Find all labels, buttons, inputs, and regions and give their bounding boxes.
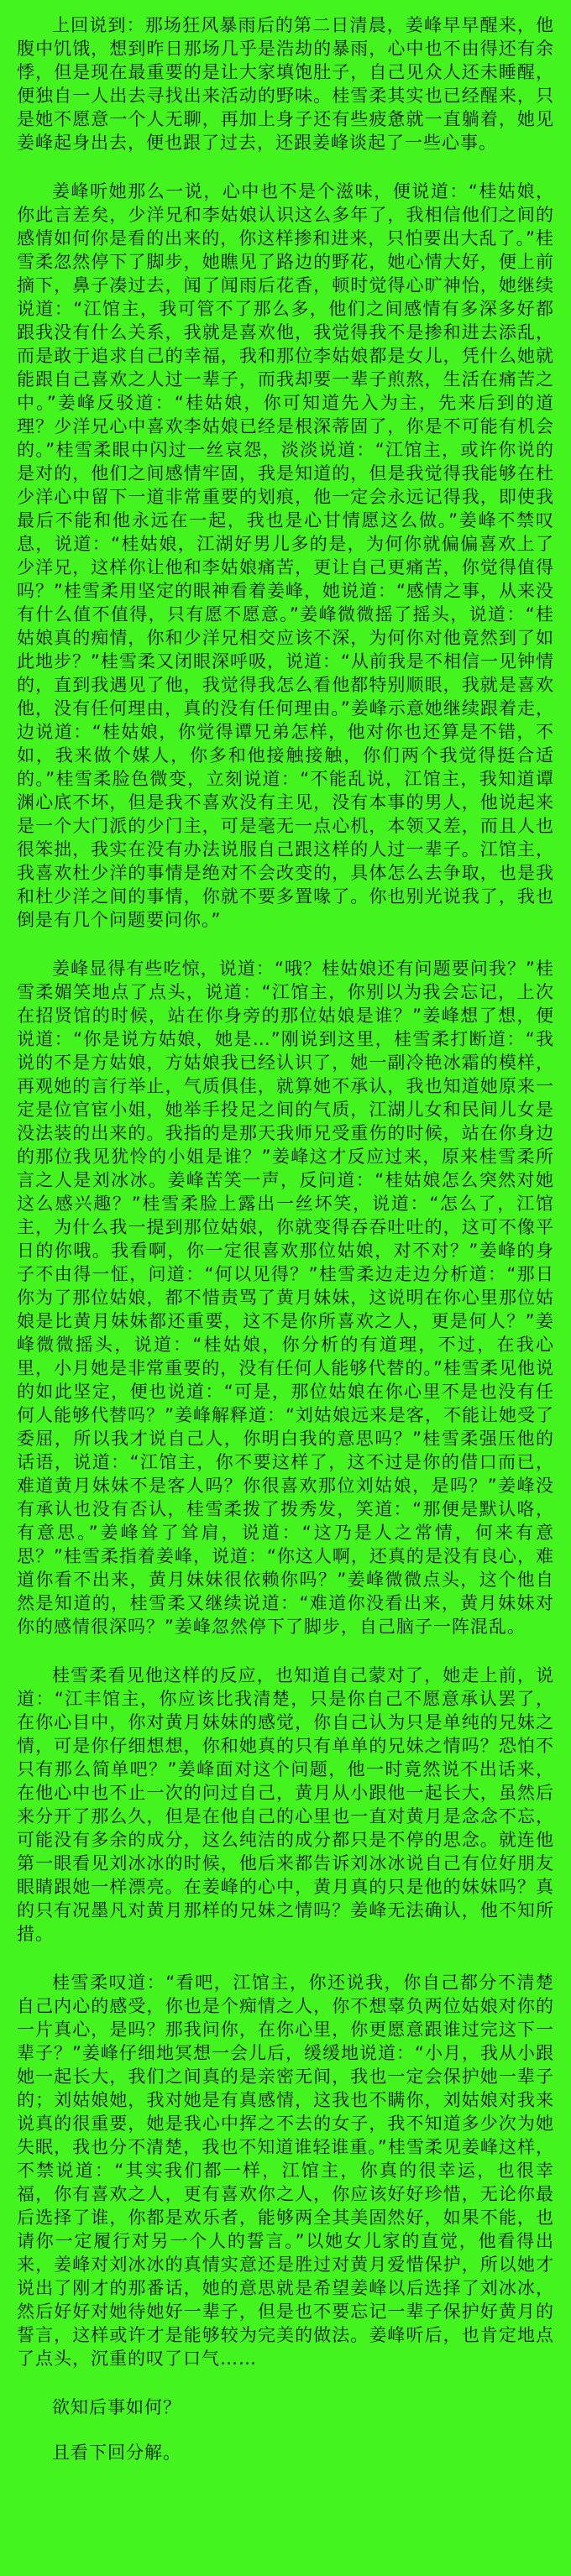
ending-question: 欲知后事如何？: [52, 2397, 181, 2417]
story-paragraph: 桂雪柔看见他这样的反应，也知道自己蒙对了，她走上前，说道：“江丰馆主，你应该比我清楚，只是你自己不愿意承认罢了，在你心目中，你对黄月妹妹的感觉，你自己认为只是单纯的兄妹之情，可是你仔细想想，你和她真的只有单单的兄妹之情吗？恐怕不只有那么简单吧？”姜峰面对这个问题，他一时竟然说不出话来，在他心中也不止一次的问过自己，黄月从小跟他一起长大，虽然后来分开了那么久，但是在他自己的心里也一直对黄月是念念不忘，可能没有多余的成分，这么纯洁的成分都只是不停的思念。就连他第一眼看见刘冰冰的时候，他后来都告诉刘冰冰说自己有位好朋友眼睛跟她一样漂亮。在姜峰的心中，黄月真的只是他的妹妹吗？真的只有况墨凡对黄月那样的兄妹之情吗？姜峰无法确认，他不知所措。: [17, 1665, 554, 1944]
ending-note: 且看下回分解。: [52, 2443, 181, 2463]
story-paragraph: 姜峰听她那么一说，心中也不是个滋味，便说道：“桂姑娘，你此言差矣，少洋兄和李姑娘认识这么多年了，我相信他们之间的感情如何你是看的出来的，你这样掺和进来，只怕要出大乱了。”桂雪柔忽然停下了脚步，她瞧见了路边的野花，她心情大好，便上前摘下，鼻子凑过去，闻了闻雨后花香，顿时觉得心旷神怡，她继续说道：“江馆主，我可管不了那么多，他们之间感情有多深多好都跟我没有什么关系，我就是喜欢他，我觉得我不是掺和进去添乱，而是敢于追求自己的幸福，我和那位李姑娘都是女儿，凭什么她就能跟自己喜欢之人过一辈子，而我却要一辈子煎熬，生活在痛苦之中。”姜峰反驳道：“桂姑娘，你可知道先入为主，先来后到的道理？少洋兄心中喜欢李姑娘已经是根深蒂固了，你是不可能有机会的。”桂雪柔眼中闪过一丝哀怨，淡淡说道：“江馆主，或许你说的是对的，他们之间感情牢固，我是知道的，但是我觉得我能够在杜少洋心中留下一道非常重要的划痕，他一定会永远记得我，即使我最后不能和他永远在一起，我也是心甘情愿这么做。”姜峰不禁叹息，说道：“桂姑娘，江湖好男儿多的是，为何你就偏偏喜欢上了少洋兄，这样你让他和李姑娘痛苦，更让自己更痛苦，你觉得值得吗？”桂雪柔用坚定的眼神看着姜峰，她说道：“感情之事，从来没有什么值不值得，只有愿不愿意。”姜峰微微摇了摇头，说道：“桂姑娘真的痴情，你和少洋兄相交应该不深，为何你对他竟然到了如此地步？”桂雪柔又闭眼深呼吸，说道：“从前我是不相信一见钟情的，直到我遇见了他，我觉得我怎么看他都特别顺眼，我就是喜欢他，没有任何理由，真的没有任何理由。”姜峰示意她继续跟着走，边说道：“桂姑娘，你觉得谭兄弟怎样，他对你也还算是不错，不如，我来做个媒人，你多和他接触接触，你们两个我觉得挺合适的。”桂雪柔脸色微变，立刻说道：“不能乱说，江馆主，我知道谭渊心底不坏，但是我不喜欢没有主见，没有本事的男人，他说起来是一个大门派的少门主，可是毫无一点心机，本领又差，而且人也很笨拙，我实在没有办法说服自己跟这样的人过一辈子。江馆主，我喜欢杜少洋的事情是绝对不会改变的，具体怎么去争取，也是我和杜少洋之间的事情，你就不要多置喙了。你也别光说我了，我也倒是有几个问题要问你。”: [17, 181, 554, 930]
story-paragraph: 上回说到：那场狂风暴雨后的第二日清晨，姜峰早早醒来，他腹中饥饿，想到昨日那场几乎是浩劫的暴雨，心中也不由得还有余悸，但是现在最重要的是让大家填饱肚子，自己见众人还未睡醒，便独自一人出去寻找出来活动的野味。桂雪柔其实也已经醒来，只是她不愿意一个人无聊，再加上身子还有些疲惫就一直躺着，她见姜峰起身出去，便也跟了过去，还跟姜峰谈起了一些心事。: [17, 15, 554, 153]
story-paragraph: 姜峰显得有些吃惊，说道：“哦？桂姑娘还有问题要问我？”桂雪柔媚笑地点了点头，说道：“江馆主，你别以为我会忘记，上次在招贤馆的时候，站在你身旁的那位姑娘是谁？”姜峰想了想，便说道：“你是说方姑娘，她是…”刚说到这里，桂雪柔打断道：“我说的不是方姑娘，方姑娘我已经认识了，她一副冷艳冰霜的模样，再观她的言行举止，气质俱佳，就算她不承认，我也知道她原来一定是位官宦小姐，她举手投足之间的气质，江湖儿女和民间儿女是没法装的出来的。我指的是那天我师兄受重伤的时候，站在你身边的那位我见犹怜的小姐是谁？”姜峰这才反应过来，原来桂雪柔所言之人是刘冰冰。姜峰苦笑一声，反问道：“桂姑娘怎么突然对她这么感兴趣？”桂雪柔脸上露出一丝坏笑，说道：“怎么了，江馆主，为什么我一提到那位姑娘，你就变得吞吞吐吐的，这可不像平日的你哦。我看啊，你一定很喜欢那位姑娘，对不对？”姜峰的身子不由得一怔，问道：“何以见得？”桂雪柔边走边分析道：“那日你为了那位姑娘，都不惜责骂了黄月妹妹，这说明在你心里那位姑娘是比黄月妹妹都还重要，这不是你所喜欢之人，更是何人？”姜峰微微摇头，说道：“桂姑娘，你分析的有道理，不过，在我心里，小月她是非常重要的，没有任何人能够代替的。”桂雪柔见他说的如此坚定，便也说道：“可是，那位姑娘在你心里不是也没有任何人能够代替吗？”姜峰解释道：“刘姑娘远来是客，不能让她受了委屈，所以我才说自己人，你明白我的意思吗？”桂雪柔强压他的话语，说道：“江馆主，你不要这样了，这不过是你的借口而已，难道黄月妹妹不是客人吗？你很喜欢那位刘姑娘，是吗？”姜峰没有承认也没有否认，桂雪柔拨了拨秀发，笑道：“那便是默认咯，有意思。”姜峰耸了耸肩，说道：“这乃是人之常情，何来有意思？”桂雪柔指着姜峰，说道：“你这人啊，还真的是没有良心，难道你看不出来，黄月妹妹很依赖你吗？”姜峰微微点头，这个他自然是知道的，桂雪柔又继续说道：“难道你没看出来，黄月妹妹对你的感情很深吗？”姜峰忽然停下了脚步，自己脑子一阵混乱。: [17, 959, 554, 1637]
story-paragraph: 桂雪柔叹道：“看吧，江馆主，你还说我，你自己都分不清楚自己内心的感受，你也是个痴情之人，你不想辜负两位姑娘对你的一片真心，是吗？那我问你，在你心里，你更愿意跟谁过完这下一辈子？”姜峰仔细地冥想一会儿后，缓缓地说道：“小月，我从小跟她一起长大，我们之间真的是亲密无间，我也一定会保护她一辈子的；刘姑娘她，我对她是有真感情，这我也不瞒你，刘姑娘对我来说真的很重要，她是我心中挥之不去的女子，我不知道多少次为她失眠，我也分不清楚，我也不知道谁轻谁重。”桂雪柔见姜峰这样，不禁说道：“其实我们都一样，江馆主，你真的很幸运，也很幸福，你有喜欢之人，更有喜欢你之人，你应该好好珍惜，无论你最后选择了谁，你都是欢乐者，能够两全其美固然好，如果不能，也请你一定履行对另一个人的誓言。”以她女儿家的直觉，他看得出来，姜峰对刘冰冰的真情实意还是胜过对黄月爱惜保护，所以她才说出了刚才的那番话，她的意思就是希望姜峰以后选择了刘冰冰，然后好好对她待她好一辈子，但是也不要忘记一辈子保护好黄月的誓言，这样或许才是能够较为完美的做法。姜峰听后，也肯定地点了点头，沉重的叹了口气……: [17, 1972, 554, 2369]
